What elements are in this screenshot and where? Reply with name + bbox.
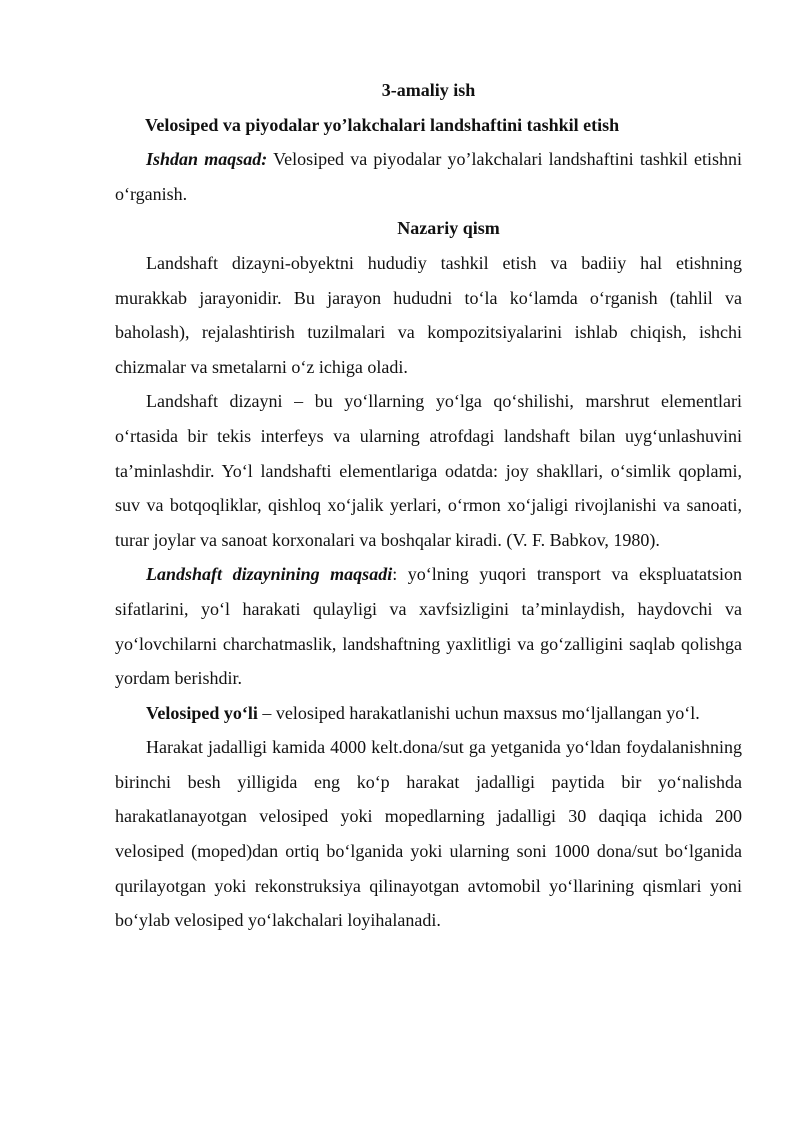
section-heading: Nazariy qism [397, 218, 500, 239]
paragraph-4-text: – velosiped harakatlanishi uchun maxsus mo‘ljallangan yo‘l. [257, 702, 700, 723]
paragraph-3 [115, 557, 742, 695]
paragraph-5: Harakat jadalligi kamida 4000 kelt.dona/sut ga yetganida yo‘ldan foydalanishning birinchi besh yilligida eng ko‘p harakat jadalligi paytida bir yo‘nalishda harakatlanayotgan velosiped yoki mopedlarning jadalligi 30 daqiqa ichida 200 velosiped (moped)dan ortiq bo‘lganida yoki ularning soni 1000 dona/sut bo‘lganida qurilayotgan yoki rekonstruksiya qilinayotgan avtomobil yo‘llarining qismlari yoni bo‘ylab velosiped yo‘lakchalari loyihalanadi. [115, 737, 742, 931]
paragraph-1: Landshaft dizayni-obyektni hududiy tashkil etish va badiiy hal etishning murakkab jarayonidir. Bu jarayon hududni to‘la ko‘lamda o‘rganish (tahlil va baholash), rejalashtirish tuzilmalari va kompozitsiyalarini ishlab chiqish, ishchi chizmalar va smetalarni o‘z ichiga oladi. [115, 252, 742, 377]
paragraph-4-label: Velosiped yo‘li [146, 702, 258, 723]
goal-text: Velosiped va piyodalar yo’lakchalari landshaftini tashkil etishni o‘rganish. [115, 149, 743, 204]
document-page [115, 73, 742, 938]
paragraph-3-label: Landshaft dizaynining maqsadi [146, 564, 393, 585]
paragraph-4 [115, 696, 742, 731]
paragraph-2: Landshaft dizayni – bu yo‘llarning yo‘lga qo‘shilishi, marshrut elementlari o‘rtasida bir tekis interfeys va ularning atrofdagi landshaft bilan uyg‘unlashuvini ta’minlashdir. Yo‘l landshafti elementlariga odatda: joy shakllari, o‘simlik qoplami, suv va botqoqliklar, qishloq xo‘jalik yerlari, o‘rmon xo‘jaligi rivojlanishi va sanoati, turar joylar va sanoat korxonalari va boshqalar kiradi. (V. F. Babkov, 1980). [115, 391, 742, 550]
paragraph-3-text: : yo‘lning yuqori transport va ekspluatatsion sifatlarini, yo‘l harakati qulayligi va xavfsizligini ta’minlaydish, haydovchi va yo‘lovchilarni charchatmaslik, landshaftning yaxlitligi va go‘zalligini saqlab qolishga yordam berishdir. [115, 564, 742, 689]
goal-paragraph [115, 142, 742, 211]
work-number-heading: 3-amaliy ish [381, 80, 476, 100]
work-title-heading: Velosiped va piyodalar yo’lakchalari landshaftini tashkil etish [145, 114, 620, 135]
goal-label: Ishdan maqsad: [146, 149, 268, 170]
